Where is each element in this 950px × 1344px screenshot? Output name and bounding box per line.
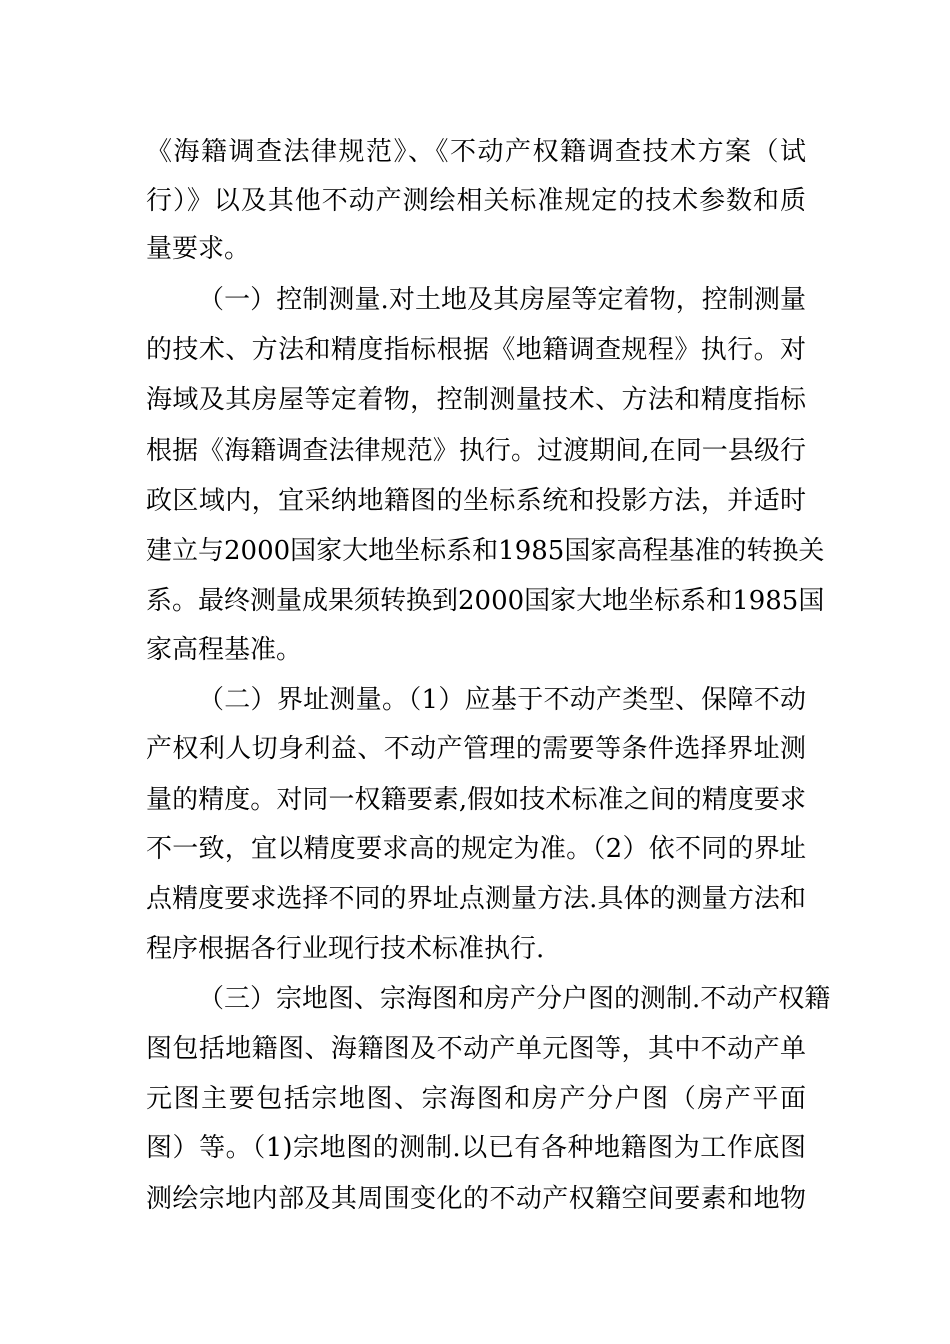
paragraph-start-line: （二）界址测量。（1）应基于不动产类型、保障不动	[198, 685, 806, 715]
text-line: 产权利人切身利益、不动产管理的需要等条件选择界址测	[146, 734, 806, 764]
text-line: 量要求。	[146, 234, 251, 264]
text-line: 图）等。（1)宗地图的测制.以已有各种地籍图为工作底图	[146, 1133, 806, 1163]
text-line: 图包括地籍图、海籍图及不动产单元图等，其中不动产单	[146, 1034, 806, 1064]
text-line: 海域及其房屋等定着物，控制测量技术、方法和精度指标	[146, 385, 806, 415]
text-line: 的技术、方法和精度指标根据《地籍调查规程》执行。对	[146, 335, 806, 365]
text-line: 行）》以及其他不动产测绘相关标准规定的技术参数和质	[146, 186, 806, 216]
text-line: 系。最终测量成果须转换到2000国家大地坐标系和1985国	[146, 586, 825, 616]
text-line: 政区域内，宜采纳地籍图的坐标系统和投影方法，并适时	[146, 486, 806, 516]
text-line: 量的精度。对同一权籍要素,假如技术标准之间的精度要求	[146, 785, 806, 815]
text-line: 不一致，宜以精度要求高的规定为准。（2）依不同的界址	[146, 834, 806, 864]
text-line: 家高程基准。	[146, 635, 303, 665]
text-line: 元图主要包括宗地图、宗海图和房产分户图（房产平面	[146, 1084, 806, 1114]
text-line: 根据《海籍调查法律规范》执行。过渡期间,在同一县级行	[146, 436, 806, 466]
paragraph-start-line: （三）宗地图、宗海图和房产分户图的测制.不动产权籍	[198, 984, 831, 1014]
text-line: 《海籍调查法律规范》、《不动产权籍调查技术方案（试	[146, 137, 806, 167]
text-line: 建立与2000国家大地坐标系和1985国家高程基准的转换关	[146, 536, 825, 566]
text-line: 测绘宗地内部及其周围变化的不动产权籍空间要素和地物	[146, 1184, 806, 1214]
text-line: 程序根据各行业现行技术标准执行.	[146, 934, 545, 964]
text-line: 点精度要求选择不同的界址点测量方法.具体的测量方法和	[146, 884, 806, 914]
paragraph-start-line: （一）控制测量.对土地及其房屋等定着物，控制测量	[198, 285, 806, 315]
